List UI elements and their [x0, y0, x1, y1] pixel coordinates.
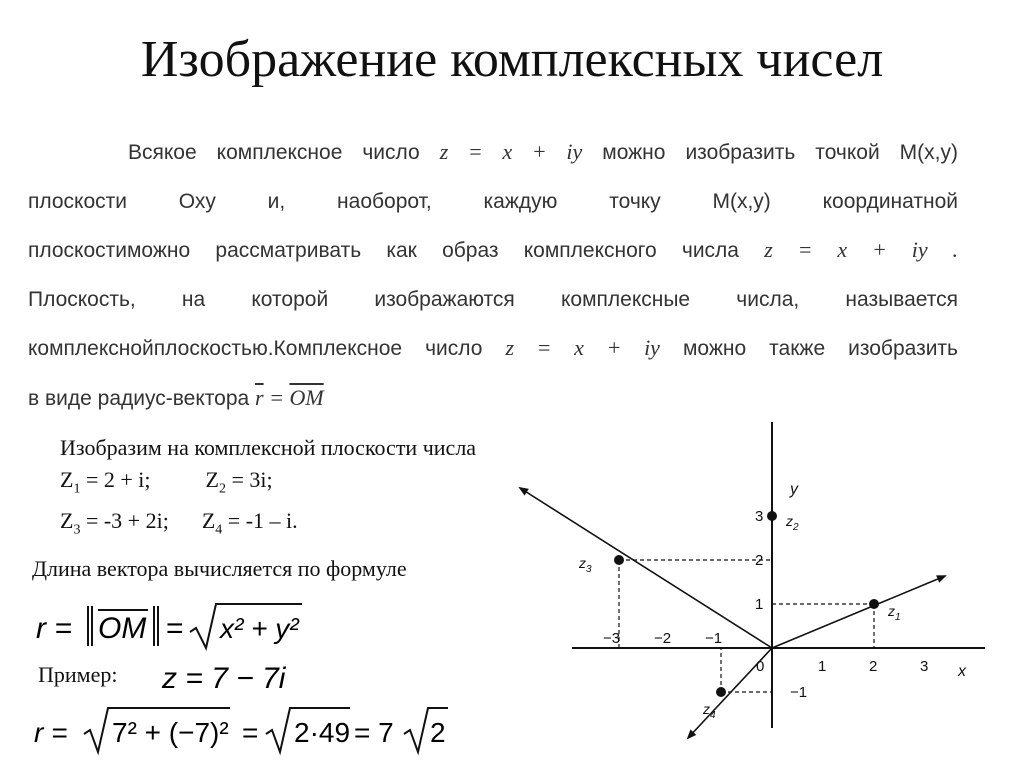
y-tick-label: 2 — [755, 552, 764, 569]
ray-z1 — [772, 576, 945, 648]
point-z4 — [716, 687, 726, 697]
z4-symbol: Z — [201, 508, 216, 534]
formula-eq: = — [166, 612, 184, 645]
z4-value: = -1 – i. — [222, 508, 298, 534]
text-segment: Всякое комплексное число — [128, 141, 420, 164]
y-tick-label: 3 — [755, 508, 764, 525]
points — [578, 511, 901, 721]
point-z3 — [614, 555, 624, 565]
paragraph-line-2: плоскости Оху и, наоборот, каждую точку M(x,y) координатной — [28, 189, 958, 213]
axes — [572, 422, 985, 728]
formula-inline: z = x + iy — [505, 335, 660, 360]
example-r-2x49: 2·49 — [294, 717, 351, 748]
text-segment: плоскостиможно рассматривать как образ комплексного числа — [28, 239, 739, 262]
example-z: z = 7 − 7i — [162, 662, 286, 695]
x-tick-label: −3 — [603, 630, 621, 647]
vector-om: $\overline{OM}$ — [289, 384, 324, 410]
example-label: Пример: — [38, 662, 118, 687]
point-label-z1: $z_1$ — [888, 603, 901, 623]
page-title: Изображение комплексных чисел — [140, 31, 884, 88]
point-label-z3: $z_3$ — [579, 555, 592, 575]
example-r-2: 2 — [430, 717, 446, 748]
intro-text: Изобразим на комплексной плоскости числа — [60, 435, 477, 460]
origin-label: 0 — [756, 658, 765, 675]
vector-rays — [520, 488, 945, 738]
formula-om: OM — [98, 612, 147, 645]
formula-sqrt-body: x² + y² — [220, 613, 299, 644]
formula-r-lhs: r = — [36, 612, 72, 645]
point-z2 — [767, 511, 777, 521]
x-tick-label: 1 — [818, 658, 827, 675]
point-z1 — [869, 599, 879, 609]
example-r-eq: = — [242, 717, 259, 748]
example-r-body: 7² + (−7)² — [112, 717, 229, 748]
z2-sub: 2 — [218, 481, 226, 497]
text-segment: в виде радиус-вектора — [28, 386, 250, 410]
ray-z3 — [520, 488, 772, 648]
z3-value: = -3 + 2i; — [80, 508, 169, 534]
y-tick-label: −1 — [790, 684, 808, 701]
length-text: Длина вектора вычисляется по формуле — [32, 556, 407, 581]
z4-sub: 4 — [215, 522, 223, 538]
text-segment: можно изобразить точкой M(x,y) — [602, 141, 958, 164]
y-axis-label: y — [790, 481, 798, 498]
z1-value: = 2 + i; — [80, 467, 151, 492]
z3-symbol: Z — [60, 508, 74, 534]
point-label-z2: $z_2$ — [786, 513, 799, 533]
formula-inline: z = x + iy . — [764, 237, 958, 262]
x-tick-label: −2 — [654, 630, 672, 647]
x-tick-label: −1 — [705, 630, 723, 647]
z1-sub: 1 — [73, 481, 81, 497]
example-r-lhs: r = — [34, 717, 68, 748]
x-tick-label: 2 — [869, 658, 878, 675]
vector-r: $\overline{r}$ — [255, 384, 264, 410]
y-tick-label: 1 — [755, 596, 764, 613]
paragraph-line-4: Плоскость, на которой изображаются комплексные числа, называется — [28, 287, 958, 311]
x-axis-label: x — [958, 663, 966, 680]
x-tick-label: 3 — [920, 658, 929, 675]
formula-inline: z = x + iy — [439, 139, 583, 164]
z2-value: = 3i; — [225, 467, 273, 492]
z3-sub: 3 — [73, 522, 81, 538]
formula-eq: = — [263, 384, 290, 410]
tick-labels — [603, 481, 967, 701]
example-r-7: = 7 — [354, 717, 394, 748]
point-label-z4: $z_4$ — [703, 701, 716, 721]
text-segment: комплекснойплоскостью.Комплексное число — [28, 337, 483, 360]
z2-symbol: Z — [205, 467, 219, 492]
text-segment: можно также изобразить — [682, 337, 958, 360]
guide-lines — [619, 516, 874, 692]
z1-symbol: Z — [60, 467, 74, 492]
